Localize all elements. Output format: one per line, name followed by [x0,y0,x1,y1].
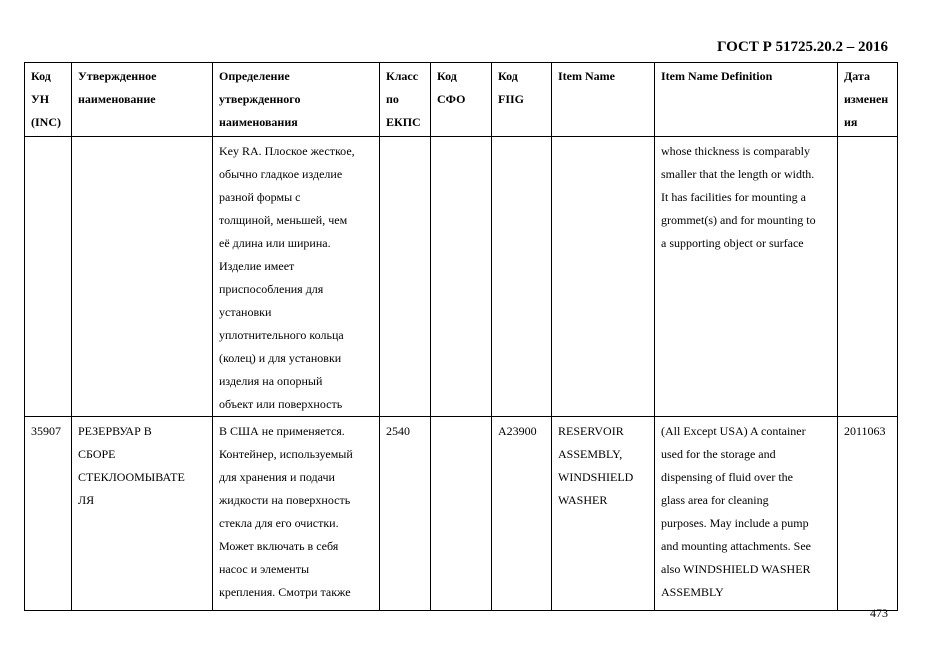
document-code: ГОСТ Р 51725.20.2 – 2016 [716,39,888,55]
header-sfo-code: Код СФО [431,63,492,137]
header-change-date: Дата изменен ия [838,63,898,137]
header-ekps-class: Класс по ЕКПС [380,63,431,137]
cell-item-name: RESERVOIR ASSEMBLY, WINDSHIELD WASHER [552,417,655,611]
header-definition: Определение утвержденного наименования [213,63,380,137]
cell-sfo-code [431,417,492,611]
page-number: 473 [870,606,888,620]
cell-definition: Key RA. Плоское жесткое, обычно гладкое изделие разной формы с толщиной, меньшей, чем eё длина или ширина. Изделие имеет приспособления для установки уплотнительного кольца (колец) и для установки изделия на опорный объект или поверхность [213,137,380,417]
cell-inc [25,137,72,417]
table-header-row [25,63,898,137]
header-item-name-definition: Item Name Definition [655,63,838,137]
cell-change-date [838,137,898,417]
cell-ekps-class [380,137,431,417]
header-approved-name: Утвержденное наименование [72,63,213,137]
cell-change-date: 2011063 [838,417,898,611]
header-fiig-code: Код FIIG [492,63,552,137]
header-inc: Код УН (INC) [25,63,72,137]
table-row [25,137,898,417]
cell-fiig-code: A23900 [492,417,552,611]
cell-item-name-definition: (All Except USA) A container used for the storage and dispensing of fluid over the glass area for cleaning purposes. May include a pump and mounting attachments. See also WINDSHIELD WASHER ASSEMBLY [655,417,838,611]
cell-approved-name [72,137,213,417]
cell-item-name [552,137,655,417]
table-row [25,417,898,611]
header-item-name: Item Name [552,63,655,137]
cell-ekps-class: 2540 [380,417,431,611]
cell-inc: 35907 [25,417,72,611]
cell-item-name-definition: whose thickness is comparably smaller that the length or width. It has facilities for mounting a grommet(s) and for mounting to a supporting object or surface [655,137,838,417]
cell-approved-name: РЕЗЕРВУАР В СБОРЕ СТЕКЛООМЫВАТЕ ЛЯ [72,417,213,611]
cell-definition: В США не применяется. Контейнер, используемый для хранения и подачи жидкости на поверхность стекла для его очистки. Может включать в себя насос и элементы крепления. Смотри также [213,417,380,611]
catalog-table [24,62,898,611]
cell-sfo-code [431,137,492,417]
cell-fiig-code [492,137,552,417]
